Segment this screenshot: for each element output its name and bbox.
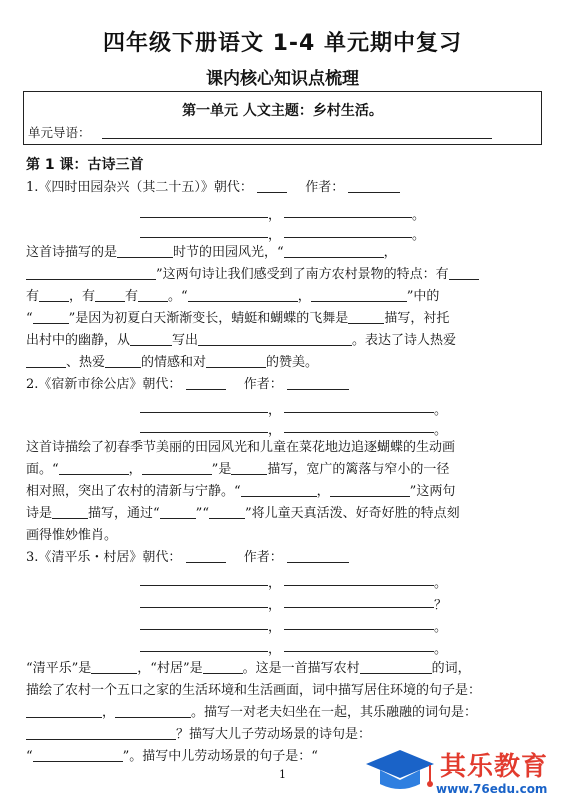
blank[interactable]: [209, 505, 245, 519]
blank[interactable]: [449, 266, 479, 280]
text: 有: [125, 289, 139, 304]
poem2-header: [26, 376, 349, 394]
text: 。这是一首描写农村: [242, 661, 360, 676]
blank[interactable]: [311, 288, 407, 302]
text: ，: [297, 289, 311, 304]
blank[interactable]: [95, 288, 125, 302]
text: 诗是: [26, 506, 53, 521]
poem3-verse-blank[interactable]: [284, 629, 434, 630]
comma: ，: [268, 423, 282, 438]
text: ，有: [69, 289, 96, 304]
text: “: [26, 749, 33, 764]
poem3-verse-blank[interactable]: [284, 585, 434, 586]
blank[interactable]: [198, 332, 352, 346]
poem1-para-line: [26, 332, 456, 350]
unit-guide-blank[interactable]: [102, 138, 492, 139]
lesson-title: 第 1 课：古诗三首: [26, 157, 144, 173]
watermark-logo: [360, 740, 565, 800]
text: 这首诗描绘了初春季节美丽的田园风光和儿童在菜花地边追逐蝴蝶的生动画: [26, 440, 456, 455]
blank[interactable]: [138, 288, 168, 302]
poem2-verse-blank[interactable]: [284, 412, 434, 413]
text: 描绘了农村一个五口之家的生活环境和生活画面，词中描写居住环境的句子是：: [26, 683, 482, 698]
poem2-verse-blank[interactable]: [140, 432, 268, 433]
comma: ，: [268, 620, 282, 635]
poem3-header: [26, 549, 349, 567]
poem2-para-line: [26, 505, 460, 523]
blank[interactable]: [26, 726, 176, 740]
text: ，: [316, 484, 330, 499]
poem1-title-dynasty: 1.《四时田园杂兴（其二十五）》朝代：: [26, 180, 253, 195]
blank[interactable]: [59, 461, 129, 475]
poem1-verse-blank[interactable]: [140, 237, 268, 238]
text: 、热爱: [66, 355, 106, 370]
poem3-para-line: [26, 704, 477, 722]
blank[interactable]: [330, 483, 410, 497]
text: 相对照，突出了农村的清新与宁静。“: [26, 484, 241, 499]
poem3-verse-blank[interactable]: [140, 607, 268, 608]
poem2-verse-blank[interactable]: [140, 412, 268, 413]
text: 面。“: [26, 462, 59, 477]
poem2-para-line: [26, 527, 117, 545]
page-subtitle: 课内核心知识点梳理: [206, 69, 359, 89]
poem1-dynasty-blank[interactable]: [257, 179, 287, 193]
comma: ，: [268, 228, 282, 243]
text: ”这两句诗让我们感受到了南方农村景物的特点：有: [156, 267, 449, 282]
blank[interactable]: [33, 310, 69, 324]
poem1-para-line: [26, 288, 439, 306]
text: ，: [128, 462, 142, 477]
text: ”。描写中儿劳动场景的句子是：“: [122, 749, 318, 764]
poem2-title-dynasty: 2.《宿新市徐公店》朝代：: [26, 377, 182, 392]
comma: ，: [268, 208, 282, 223]
period: 。: [434, 642, 448, 657]
unit-heading: 第一单元 人文主题：乡村生活。: [182, 103, 383, 119]
poem3-author-label: 作者：: [243, 550, 283, 565]
text: ”这两句: [409, 484, 456, 499]
text: 写出: [172, 333, 199, 348]
poem3-title-dynasty: 3.《清平乐・村居》朝代：: [26, 550, 182, 565]
comma: ，: [268, 403, 282, 418]
poem3-dynasty-blank[interactable]: [186, 549, 226, 563]
poem3-verse-blank[interactable]: [140, 651, 268, 652]
poem1-para-line: [26, 266, 479, 284]
blank[interactable]: [115, 704, 191, 718]
period: 。: [434, 403, 448, 418]
period: 。: [434, 620, 448, 635]
blank[interactable]: [117, 244, 173, 258]
page-title: 四年级下册语文 1-4 单元期中复习: [102, 31, 463, 56]
text: ”将儿童天真活泼、好奇好胜的特点刻: [244, 506, 460, 521]
text: 画得惟妙惟肖。: [26, 528, 118, 543]
period: 。: [434, 423, 448, 438]
poem3-verse-blank[interactable]: [140, 585, 268, 586]
blank[interactable]: [206, 354, 266, 368]
poem3-verse-blank[interactable]: [140, 629, 268, 630]
blank[interactable]: [188, 288, 298, 302]
period: 。: [434, 576, 448, 591]
poem2-para-line: [26, 483, 455, 501]
blank[interactable]: [52, 505, 88, 519]
poem3-para-line: [26, 726, 371, 744]
text: ？描写大儿子劳动场景的诗句是：: [176, 727, 372, 742]
text: ”是因为初夏白天渐渐变长，蜻蜓和蝴蝶的飞舞是: [68, 311, 349, 326]
text: 时节的田园风光，“: [173, 245, 284, 260]
blank[interactable]: [231, 461, 267, 475]
comma: ，: [268, 598, 282, 613]
blank[interactable]: [26, 704, 102, 718]
text: ”中的: [406, 289, 440, 304]
text: 。“: [168, 289, 188, 304]
poem2-dynasty-blank[interactable]: [186, 376, 226, 390]
text: 的词，: [431, 661, 471, 676]
blank[interactable]: [284, 244, 384, 258]
text: “: [26, 311, 33, 326]
text: ”“: [195, 506, 209, 521]
blank[interactable]: [26, 266, 156, 280]
watermark-brand: 其乐教育: [440, 752, 549, 782]
blank[interactable]: [91, 660, 137, 674]
unit-box: [23, 91, 542, 145]
page-number: 1: [279, 768, 286, 781]
watermark-url: www.76edu.com: [436, 782, 548, 796]
poem1-verse-blank[interactable]: [284, 217, 412, 218]
blank[interactable]: [26, 354, 66, 368]
blank[interactable]: [360, 660, 432, 674]
blank[interactable]: [348, 310, 384, 324]
period: 。: [412, 228, 426, 243]
text: 描写，衬托: [384, 311, 450, 326]
text: 的赞美。: [266, 355, 319, 370]
text: 有: [26, 289, 40, 304]
poem1-header: [26, 179, 400, 197]
poem1-author-blank[interactable]: [348, 179, 400, 193]
text: ，: [102, 705, 116, 720]
text: 这首诗描写的是: [26, 245, 118, 260]
text: ，: [383, 245, 397, 260]
poem1-verse-blank[interactable]: [140, 217, 268, 218]
text: 描写，通过“: [88, 506, 160, 521]
poem2-para-line: [26, 439, 455, 457]
poem3-verse-blank[interactable]: [284, 651, 434, 652]
poem2-verse-blank[interactable]: [284, 432, 434, 433]
text: 描写，宽广的篱落与窄小的一径: [267, 462, 450, 477]
blank[interactable]: [160, 505, 196, 519]
poem1-para-line: [26, 244, 397, 262]
poem3-para-line: [26, 660, 471, 678]
blank[interactable]: [39, 288, 69, 302]
blank[interactable]: [130, 332, 172, 346]
comma: ，: [268, 642, 282, 657]
poem1-para-line: [26, 354, 318, 372]
poem3-verse-blank[interactable]: [284, 607, 434, 608]
blank[interactable]: [241, 483, 317, 497]
poem2-author-label: 作者：: [243, 377, 283, 392]
blank[interactable]: [105, 354, 141, 368]
text: ，“村居”是: [137, 661, 203, 676]
question-mark: ？: [434, 598, 448, 613]
poem2-para-line: [26, 461, 449, 479]
text: 出村中的幽静，从: [26, 333, 131, 348]
poem1-verse-blank[interactable]: [284, 237, 412, 238]
poem1-para-line: [26, 310, 449, 328]
period: 。: [412, 208, 426, 223]
blank[interactable]: [203, 660, 243, 674]
text: 的情感和对: [141, 355, 207, 370]
unit-guide-label: 单元导语：: [28, 125, 91, 140]
poem1-author-label: 作者：: [305, 180, 345, 195]
poem3-para-line: [26, 682, 481, 700]
poem3-author-blank[interactable]: [287, 549, 349, 563]
blank[interactable]: [33, 748, 123, 762]
graduation-cap-icon: [360, 740, 440, 800]
comma: ，: [268, 576, 282, 591]
poem2-author-blank[interactable]: [287, 376, 349, 390]
text: “清平乐”是: [26, 661, 92, 676]
blank[interactable]: [142, 461, 212, 475]
text: ”是: [211, 462, 232, 477]
text: 。表达了诗人热爱: [352, 333, 457, 348]
text: 。描写一对老夫妇坐在一起，其乐融融的词句是：: [191, 705, 478, 720]
poem3-para-line: [26, 748, 318, 766]
